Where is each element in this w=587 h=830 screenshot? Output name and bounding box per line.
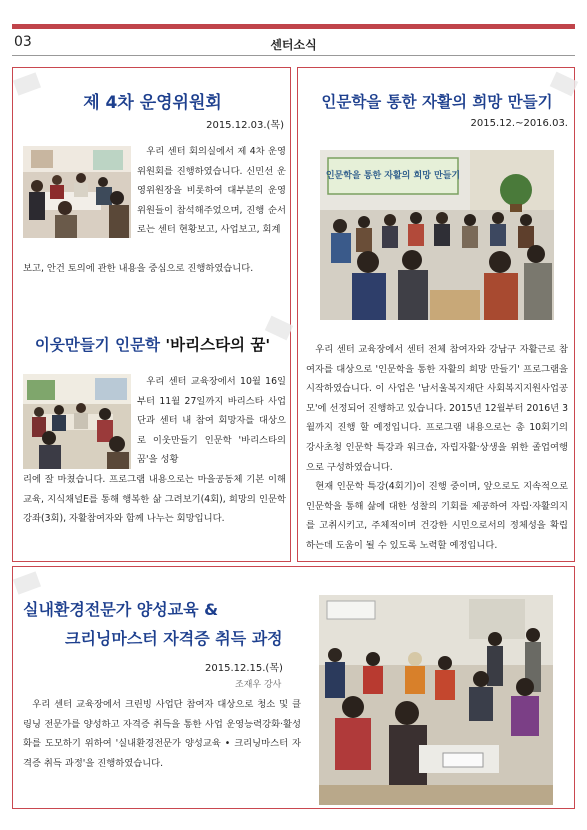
left-article-box	[12, 67, 291, 562]
section-title: 센터소식	[270, 38, 317, 52]
article3-para1: 우리 센터 교육장에서 센터 전체 참여자와 강남구 자활근로 참여자를 대상으로 '인문학을 통한 자활의 희망 만들기' 프로그램을 시작하였습니다. 이 사업은 '남서울복지재단 사회복지지원사업공모'에 선정되어 진행하고 있습니다. 2015년 12월부터 2016년 3월까지 진행 할 예정입니다. 프로그램 내용으로는 총 10회기의 강사초청 인문학 특강과 워크숍, 자립자활·상생을 위한 졸업여행으로 구성하였습니다.	[306, 344, 568, 473]
article4-para: 우리 센터 교육장에서 크린빙 사업단 참여자 대상으로 청소 및 클링닝 전문가를 양성하고 자격증 취득을 통한 사업 운영능력강화·활성화를 도모하기 위하여 '실내환경전문가 양성교육 • 크리닝마스터 자격증 취득 과정'을 진행하였습니다.	[23, 699, 301, 769]
barista-class-photo	[23, 374, 131, 469]
article4-body	[23, 695, 301, 773]
article4-title-line1: 실내환경전문가 양성교육 &	[23, 600, 219, 619]
right-article-box	[297, 67, 575, 562]
article1-title: 제 4차 운영위원회	[83, 93, 222, 113]
meeting-photo	[23, 146, 131, 238]
article1-body-side: 우리 센터 회의실에서 제 4차 운영위원회를 진행하였습니다. 신민선 운영위원장을 비롯하여 대부분의 운영위원들이 참석해주었으며, 진행 순서로는 센터 현황보고, 사업보고, 회계	[137, 146, 286, 236]
humanities-lecture-photo	[320, 150, 554, 320]
bottom-article-box	[12, 566, 575, 809]
article1-body-bottom: 보고, 안건 토의에 관한 내용을 중심으로 진행하였습니다.	[23, 263, 254, 274]
cleaning-class-photo	[319, 595, 553, 805]
article3-para2: 현재 인문학 특강(4회기)이 진행 중이며, 앞으로도 지속적으로 인문학을 통해 삶에 대한 성찰의 기회를 제공하여 자립·자활의지를 고취시키고, 주체적이며 건강한 시민으로서의 정체성을 확립하는데 도움이 될 수 있도록 노력할 예정입니다.	[306, 481, 568, 551]
article2-body-bottom: 리에 잘 마쳤습니다. 프로그램 내용으로는 마을공동체 기본 이해교육, 지식채널E를 통해 행복한 삶 그려보기(4회), 희망의 인문학 강좌(3회), 자활참여자와 함께 나누는 회망입니다.	[23, 474, 286, 525]
banner-text: 인문학을 통한 자활의 희망 만들기	[325, 171, 461, 181]
article1-date: 2015.12.03.(목)	[206, 120, 284, 131]
header-divider	[12, 55, 575, 56]
article4-date: 2015.12.15.(목)	[205, 663, 283, 674]
article3-title: 인문학을 통한 자활의 희망 만들기	[321, 93, 553, 111]
page-number: 03	[14, 34, 32, 50]
article4-byline: 조재우 강사	[235, 680, 282, 690]
article2-title-prefix: 이웃만들기 인문학	[34, 336, 166, 354]
article4-title-line2: 크리닝마스터 자격증 취득 과정	[65, 629, 283, 648]
article3-date: 2015.12.~2016.03.	[470, 118, 568, 129]
article2-title-quote: '바리스타의 꿈'	[165, 336, 271, 354]
top-red-bar	[12, 24, 575, 29]
article3-body	[306, 340, 568, 556]
article2-body-side: 우리 센터 교육장에서 10월 16일부터 11월 27일까지 바리스타 사업단과 센터 내 참여 회망자를 대상으로 이웃만들기 인문학 '바리스타의 꿈'을 성황	[137, 376, 286, 466]
tape-decoration	[13, 571, 41, 594]
article2-title	[13, 333, 292, 355]
